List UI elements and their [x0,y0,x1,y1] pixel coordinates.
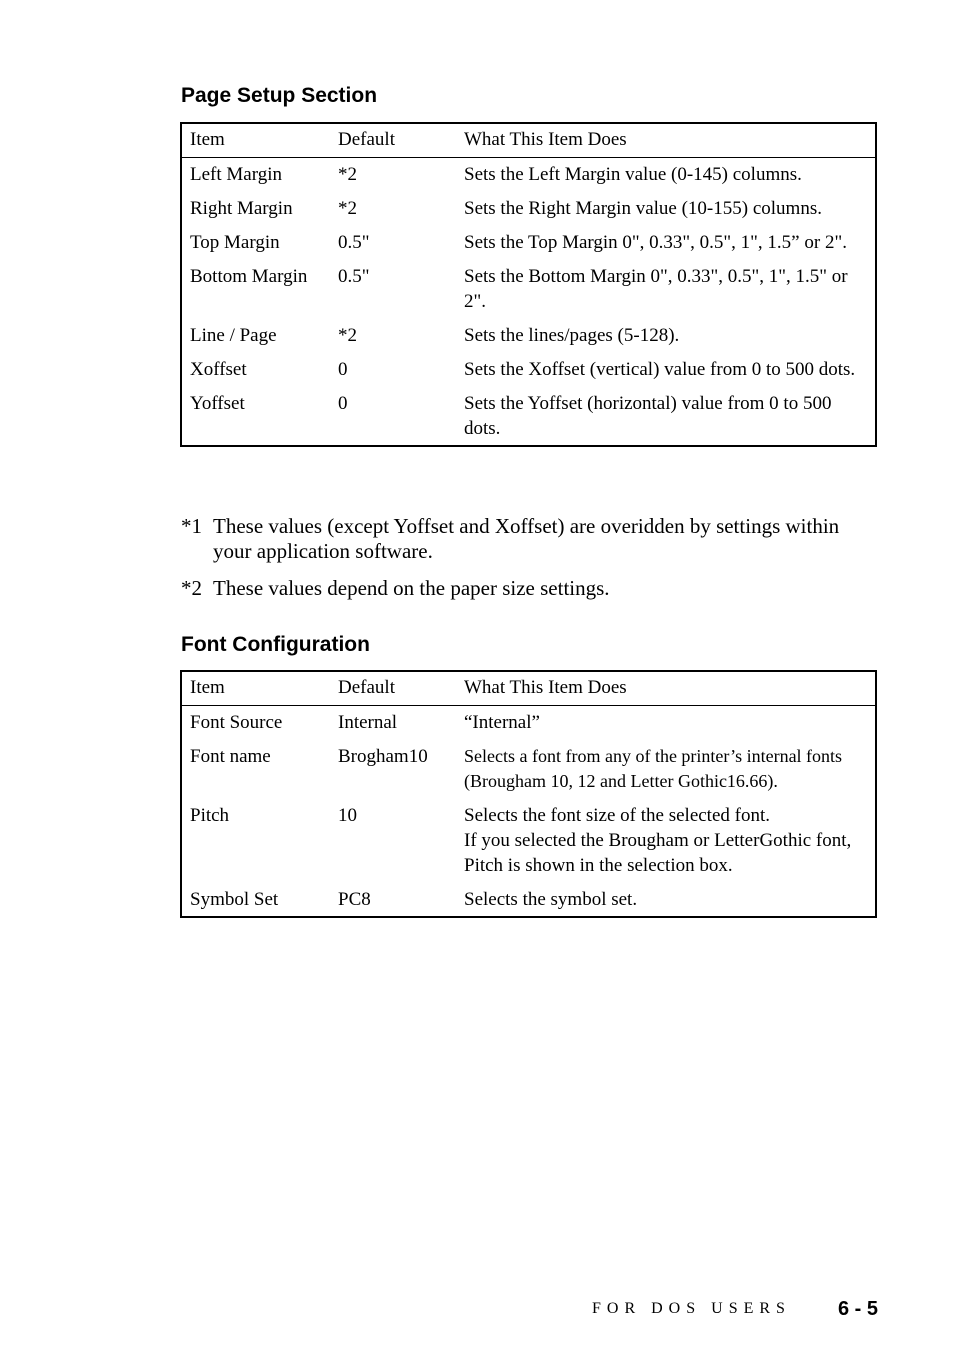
table-row [182,158,875,187]
item-cell: Font name [190,746,271,767]
table-row [182,794,875,878]
column-header-item: Item [190,129,225,150]
table-row [182,382,875,445]
footnote-text: These values (except Yoffset and Xoffset) are overidden by settings within your application software. [213,514,840,563]
page-number: 6 - 5 [838,1298,879,1320]
default-cell: Internal [338,712,398,733]
default-cell: 0.5" [338,266,370,287]
description-cell: Selects the symbol set. [464,889,638,910]
table-row [182,706,875,735]
footnote-mark: *2 [181,576,202,600]
description-cell: Sets the Bottom Margin 0", 0.33", 0.5", 1", 1.5" or 2". [464,266,848,312]
item-cell: Font Source [190,712,283,733]
font-configuration-heading: Font Configuration [181,633,370,656]
item-cell: Top Margin [190,232,280,253]
item-cell: Right Margin [190,198,293,219]
item-cell: Yoffset [190,393,245,414]
page-setup-table [180,122,877,447]
description-cell: Selects a font from any of the printer’s internal fonts (Brougham 10, 12 and Letter Gothic16.66). [464,746,843,791]
page-setup-heading: Page Setup Section [181,84,378,107]
table-row [182,255,875,314]
default-cell: *2 [338,164,357,185]
default-cell: *2 [338,198,357,219]
description-cell: Sets the Yoffset (horizontal) value from 0 to 500 dots. [464,393,832,439]
footnote [181,576,881,601]
footnote [181,514,881,564]
description-cell: Sets the Left Margin value (0-145) columns. [464,164,802,185]
column-header-item: Item [190,677,225,698]
column-header-description: What This Item Does [464,677,627,698]
column-header-default: Default [338,129,395,150]
table-header-row [182,672,875,706]
running-footer-section: FOR DOS USERS [592,1300,791,1317]
table-row [182,878,875,916]
footnote-mark: *1 [181,514,202,538]
description-cell: Sets the Right Margin value (10-155) columns. [464,198,822,219]
default-cell: 0 [338,359,348,380]
table-row [182,314,875,348]
table-header-row [182,124,875,158]
description-cell: “Internal” [464,712,540,733]
description-cell: Sets the Xoffset (vertical) value from 0 to 500 dots. [464,359,856,380]
item-cell: Symbol Set [190,889,279,910]
item-cell: Bottom Margin [190,266,308,287]
description-cell: Selects the font size of the selected font. If you selected the Brougham or LetterGothic font, Pitch is shown in the selection box. [464,805,852,876]
table-row [182,348,875,382]
default-cell: *2 [338,325,357,346]
default-cell: 0.5" [338,232,370,253]
footnote-text: These values depend on the paper size settings. [213,576,610,600]
default-cell: Brogham10 [338,746,428,767]
column-header-description: What This Item Does [464,129,627,150]
font-configuration-table [180,670,877,918]
table-row [182,187,875,221]
description-cell: Sets the Top Margin 0", 0.33", 0.5", 1", 1.5” or 2". [464,232,847,253]
default-cell: 10 [338,805,357,826]
column-header-default: Default [338,677,395,698]
table-row [182,221,875,255]
item-cell: Pitch [190,805,230,826]
default-cell: PC8 [338,889,371,910]
item-cell: Line / Page [190,325,277,346]
item-cell: Xoffset [190,359,247,380]
default-cell: 0 [338,393,348,414]
description-cell: Sets the lines/pages (5-128). [464,325,680,346]
item-cell: Left Margin [190,164,282,185]
table-row [182,735,875,794]
